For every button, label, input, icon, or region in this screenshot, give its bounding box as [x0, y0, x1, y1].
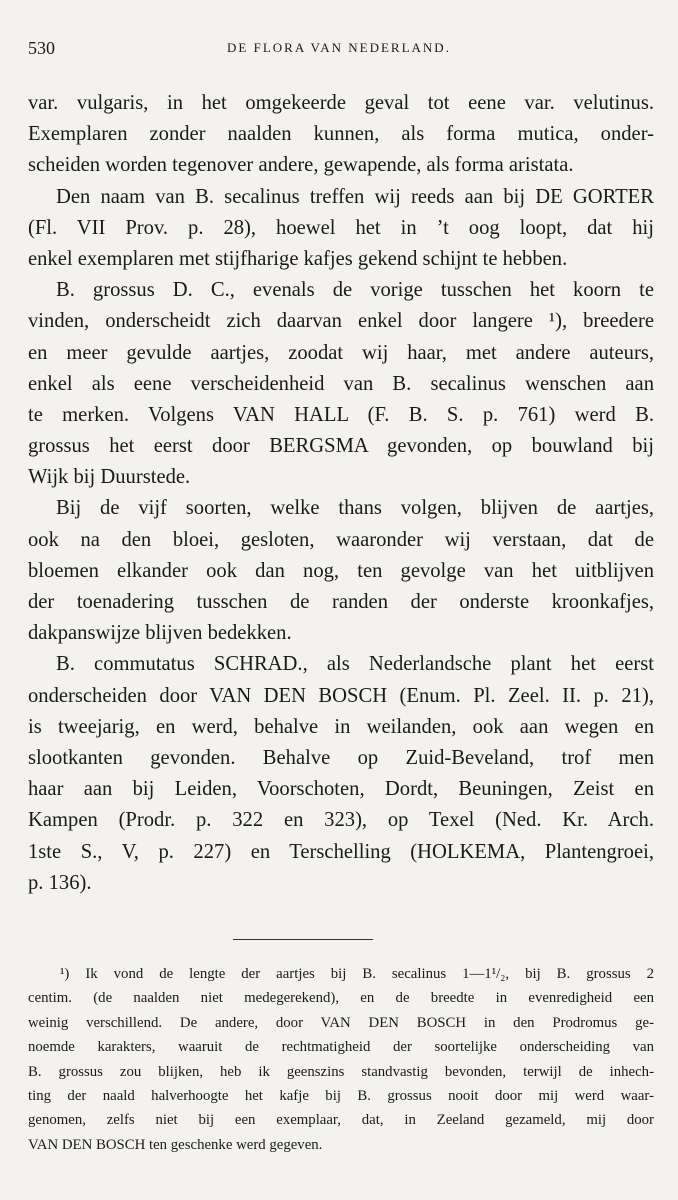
- text-line: enkel exemplaren met stijfharige kafjes gekend schijnt te hebben.: [28, 247, 568, 270]
- footnote-line: weinig verschillend. De andere, door VAN DEN BOSCH in den Prodromus ge-: [28, 1014, 654, 1031]
- text-line: Kampen (Prodr. p. 322 en 323), op Texel (Ned. Kr. Arch.: [28, 809, 654, 832]
- text-line: p. 136).: [28, 871, 92, 894]
- footnote: [28, 962, 654, 1157]
- text-line: en meer gevulde aartjes, zoodat wij haar, met andere auteurs,: [28, 341, 654, 364]
- main-text: [28, 88, 654, 899]
- text-line: slootkanten gevonden. Behalve op Zuid-Beveland, trof men: [28, 746, 654, 769]
- running-title: DE FLORA VAN NEDERLAND.: [227, 40, 451, 55]
- footnote-line: ting der naald halverhoogte het kafje bij B. grossus nooit door mij werd waar-: [28, 1087, 654, 1104]
- text-line: Bij de vijf soorten, welke thans volgen, blijven de aartjes,: [56, 497, 654, 520]
- text-line: dakpanswijze blijven bedekken.: [28, 622, 292, 645]
- text-line: bloemen elkander ook dan nog, ten gevolge van het uitblijven: [28, 559, 654, 582]
- footnote-line: B. grossus zou blijken, heb ik geenszins standvastig bevonden, terwijl de inhech-: [28, 1063, 654, 1080]
- footnote-line: noemde karakters, waaruit de rechtmatigheid der soortelijke onderscheiding van: [28, 1039, 654, 1056]
- text-line: grossus het eerst door BERGSMA gevonden, op bouwland bij: [28, 435, 654, 458]
- footnote-line: centim. (de naalden niet medegerekend), en de breedte in evenredigheid een: [28, 990, 654, 1007]
- text-line: Wijk bij Duurstede.: [28, 466, 191, 489]
- text-line: B. grossus D. C., evenals de vorige tusschen het koorn te: [56, 279, 654, 302]
- text-line: is tweejarig, en werd, behalve in weilanden, ook aan wegen en: [28, 715, 654, 738]
- footnote-line: genomen, zelfs niet bij een exemplaar, dat, in Zeeland gezameld, mij door: [28, 1112, 654, 1129]
- text-line: haar aan bij Leiden, Voorschoten, Dordt, Beuningen, Zeist en: [28, 778, 654, 801]
- text-line: ook na den bloei, gesloten, waaronder wij verstaan, dat de: [28, 528, 654, 551]
- text-line: 1ste S., V, p. 227) en Terschelling (HOLKEMA, Plantengroei,: [28, 840, 654, 863]
- text-line: te merken. Volgens VAN HALL (F. B. S. p. 761) werd B.: [28, 403, 654, 426]
- text-line: der toenadering tusschen de randen der onderste kroonkafjes,: [28, 591, 654, 613]
- text-line: onderscheiden door VAN DEN BOSCH (Enum. Pl. Zeel. II. p. 21),: [28, 684, 654, 707]
- text-line: Exemplaren zonder naalden kunnen, als forma mutica, onder-: [28, 123, 654, 146]
- text-line: enkel als eene verscheidenheid van B. secalinus wenschen aan: [28, 372, 654, 395]
- text-line: (Fl. VII Prov. p. 28), hoewel het in ’t oog loopt, dat hij: [28, 216, 654, 239]
- footnote-line: ¹) Ik vond de lengte der aartjes bij B. secalinus 1—1¹/₂, bij B. grossus 2: [60, 966, 654, 982]
- page-header: [28, 38, 650, 58]
- page-number: 530: [28, 38, 55, 58]
- footnote-line: VAN DEN BOSCH ten geschenke werd gegeven.: [28, 1136, 323, 1153]
- text-line: var. vulgaris, in het omgekeerde geval tot eene var. velutinus.: [28, 92, 654, 114]
- text-line: B. commutatus SCHRAD., als Nederlandsche plant het eerst: [56, 653, 654, 676]
- text-line: vinden, onderscheidt zich daarvan enkel door langere ¹), breedere: [28, 310, 654, 333]
- text-line: scheiden worden tegenover andere, gewapende, als forma aristata.: [28, 154, 574, 177]
- text-line: Den naam van B. secalinus treffen wij reeds aan bij DE GORTER: [56, 185, 654, 208]
- footnote-divider: [233, 939, 373, 940]
